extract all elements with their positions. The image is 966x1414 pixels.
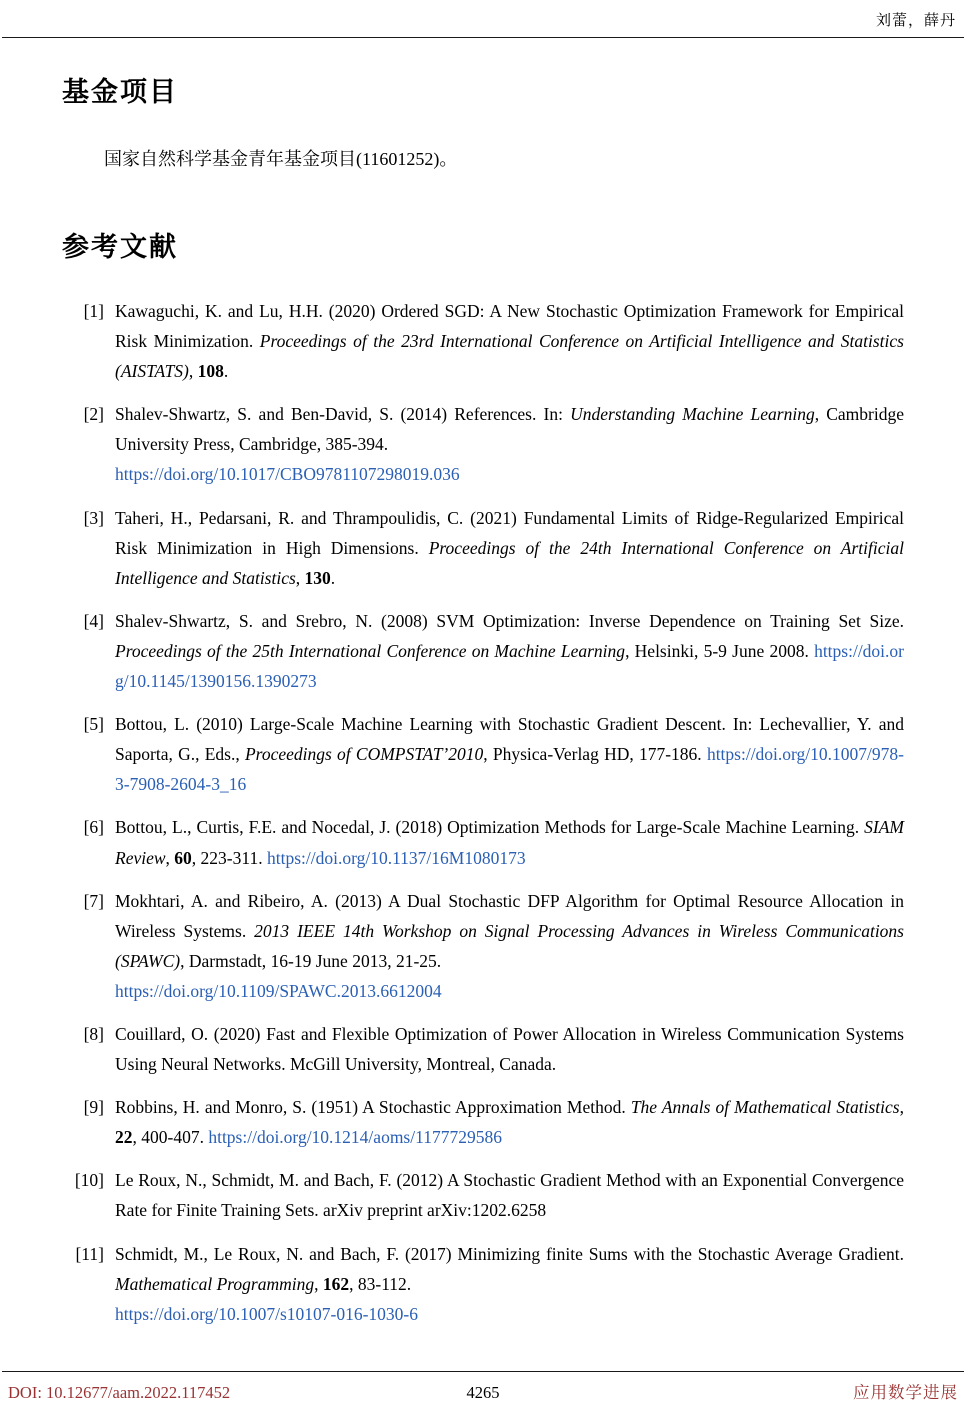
reference-segment: , 223-311. — [191, 847, 267, 868]
reference-label: [8] — [83, 1023, 104, 1044]
reference-label: [6] — [83, 817, 104, 838]
reference-segment: Bottou, L., Curtis, F.E. and Nocedal, J. (2018) Optimization Methods for Large-Scale Machine Learning. — [115, 817, 865, 838]
reference-segment: , — [899, 1097, 904, 1118]
reference-segment: , — [188, 361, 198, 382]
publication-name: 2013 IEEE 14th Workshop on Signal Processing Advances in Wireless Communications (SPAWC) — [115, 920, 904, 971]
reference-item — [62, 1239, 904, 1329]
publication-name: Understanding Machine Learning — [570, 404, 815, 425]
reference-segment: Le Roux, N., Schmidt, M. and Bach, F. (2012) A Stochastic Gradient Method with an Exponential Convergence Rate for Finite Training Sets. arXiv preprint arXiv:1202.6258 — [115, 1170, 904, 1221]
reference-label: [3] — [83, 507, 104, 528]
volume-number: 162 — [322, 1273, 350, 1294]
reference-text — [115, 812, 904, 872]
reference-segment: , — [165, 847, 175, 868]
reference-item — [62, 886, 904, 1006]
publication-name: Proceedings of COMPSTAT’2010 — [244, 744, 484, 765]
reference-segment: Shalev-Shwartz, S. and Srebro, N. (2008) SVM Optimization: Inverse Dependence on Training Set Size. — [115, 610, 904, 631]
fund-section-title: 基金项目 — [62, 77, 178, 107]
reference-item — [62, 812, 904, 872]
reference-list — [62, 296, 904, 1329]
header-authors: 刘蕾，薛丹 — [875, 13, 956, 29]
reference-item — [62, 503, 904, 593]
reference-segment: , Darmstadt, 16-19 June 2013, 21-25. — [180, 950, 442, 971]
reference-segment: . — [330, 567, 336, 588]
reference-text — [115, 503, 904, 593]
doi-link[interactable]: https://doi.org/10.1007/s10107-016-1030-6 — [115, 1303, 419, 1324]
reference-segment: , 400-407. — [132, 1127, 209, 1148]
publication-name: Proceedings of the 24th International Conference on Artificial Intelligence and Statistics — [115, 537, 904, 588]
reference-label: [1] — [83, 301, 104, 321]
reference-text — [115, 1239, 904, 1329]
doi-link[interactable]: https://doi.org/10.1017/CBO9781107298019.036 — [115, 464, 460, 485]
doi-link[interactable]: https://doi.org/10.1109/SPAWC.2013.6612004 — [115, 980, 442, 1001]
volume-number: 22 — [115, 1127, 133, 1148]
reference-segment: Schmidt, M., Le Roux, N. and Bach, F. (2017) Minimizing finite Sums with the Stochastic Average Gradient. — [115, 1243, 904, 1264]
publication-name: Mathematical Programming — [115, 1273, 315, 1294]
fund-body-text: 国家自然科学基金青年基金项目(11601252)。 — [104, 149, 458, 169]
reference-segment: , Helsinki, 5-9 June 2008. — [625, 640, 815, 661]
reference-label: [7] — [83, 890, 104, 911]
doi-link[interactable]: https://doi.org/10.1137/16M1080173 — [266, 847, 526, 868]
page-footer — [0, 1371, 966, 1414]
reference-segment: . — [223, 361, 229, 382]
publication-name: Proceedings of the 23rd International Conference on Artificial Intelligence and Statistics (AISTATS) — [115, 331, 904, 382]
footer-row — [0, 1372, 966, 1414]
reference-label: [9] — [83, 1097, 104, 1118]
reference-text — [115, 1165, 904, 1225]
reference-item — [62, 709, 904, 799]
reference-label: [2] — [83, 404, 104, 425]
header-rule — [2, 37, 964, 38]
page-header — [0, 0, 966, 38]
reference-segment: Couillard, O. (2020) Fast and Flexible Optimization of Power Allocation in Wireless Communication Systems Using Neural Networks. McGill University, Montreal, Canada. — [115, 1023, 904, 1075]
reference-segment: Shalev-Shwartz, S. and Ben-David, S. (2014) References. In: — [115, 404, 571, 425]
reference-item — [62, 606, 904, 696]
doi-link[interactable]: https://doi.org/10.1145/1390156.1390273 — [115, 640, 904, 692]
reference-segment: , Physica-Verlag HD, 177-186. — [483, 744, 707, 765]
reference-text — [115, 399, 904, 489]
reference-segment: Robbins, H. and Monro, S. (1951) A Stochastic Approximation Method. — [115, 1097, 631, 1118]
reference-item — [62, 1019, 904, 1079]
reference-label: [4] — [83, 610, 104, 631]
reference-segment: Taheri, H., Pedarsani, R. and Thrampoulidis, C. (2021) Fundamental Limits of Ridge-Regularized Empirical Risk Minimization in High Dimensions. — [115, 507, 904, 558]
reference-segment: Bottou, L. (2010) Large-Scale Machine Learning with Stochastic Gradient Descent. In: Lechevallier, Y. and Saporta, G., Eds., — [115, 714, 904, 765]
doi-link[interactable]: https://doi.org/10.1007/978-3-7908-2604-3_16 — [115, 744, 904, 795]
reference-segment: , — [314, 1273, 323, 1294]
footer-journal-name: 应用数学进展 — [853, 1383, 958, 1402]
reference-segment: , Cambridge University Press, Cambridge, 385-394. — [115, 404, 904, 455]
reference-text — [115, 296, 904, 386]
reference-item — [62, 399, 904, 489]
reference-segment: , 83-112. — [349, 1273, 412, 1294]
reference-label: [10] — [74, 1170, 104, 1191]
reference-item — [62, 1165, 904, 1225]
reference-text — [115, 886, 904, 1006]
reference-segment: Kawaguchi, K. and Lu, H.H. (2020) Ordered SGD: A New Stochastic Optimization Framework for Empirical Risk Minimization. — [115, 301, 904, 352]
publication-name: The Annals of Mathematical Statistics — [630, 1097, 900, 1118]
reference-item — [62, 1092, 904, 1152]
footer-doi: DOI: 10.12677/aam.2022.117452 — [8, 1383, 231, 1402]
reference-text — [115, 606, 904, 696]
reference-item — [62, 296, 904, 386]
reference-segment: Mokhtari, A. and Ribeiro, A. (2013) A Dual Stochastic DFP Algorithm for Optimal Resource Allocation in Wireless Systems. — [115, 890, 904, 941]
reference-label: [5] — [83, 714, 104, 735]
volume-number: 60 — [174, 847, 192, 868]
volume-number: 108 — [197, 361, 224, 382]
footer-page-number: 4265 — [466, 1383, 500, 1402]
volume-number: 130 — [304, 567, 331, 588]
references-section-title: 参考文献 — [62, 232, 178, 262]
publication-name: SIAM Review — [115, 817, 904, 868]
reference-text — [115, 709, 904, 799]
reference-text — [115, 1092, 904, 1152]
reference-label: [11] — [75, 1243, 104, 1264]
reference-text — [115, 1019, 904, 1079]
doi-link[interactable]: https://doi.org/10.1214/aoms/1177729586 — [208, 1127, 502, 1148]
reference-segment: , — [295, 567, 305, 588]
publication-name: Proceedings of the 25th International Conference on Machine Learning — [115, 640, 626, 661]
